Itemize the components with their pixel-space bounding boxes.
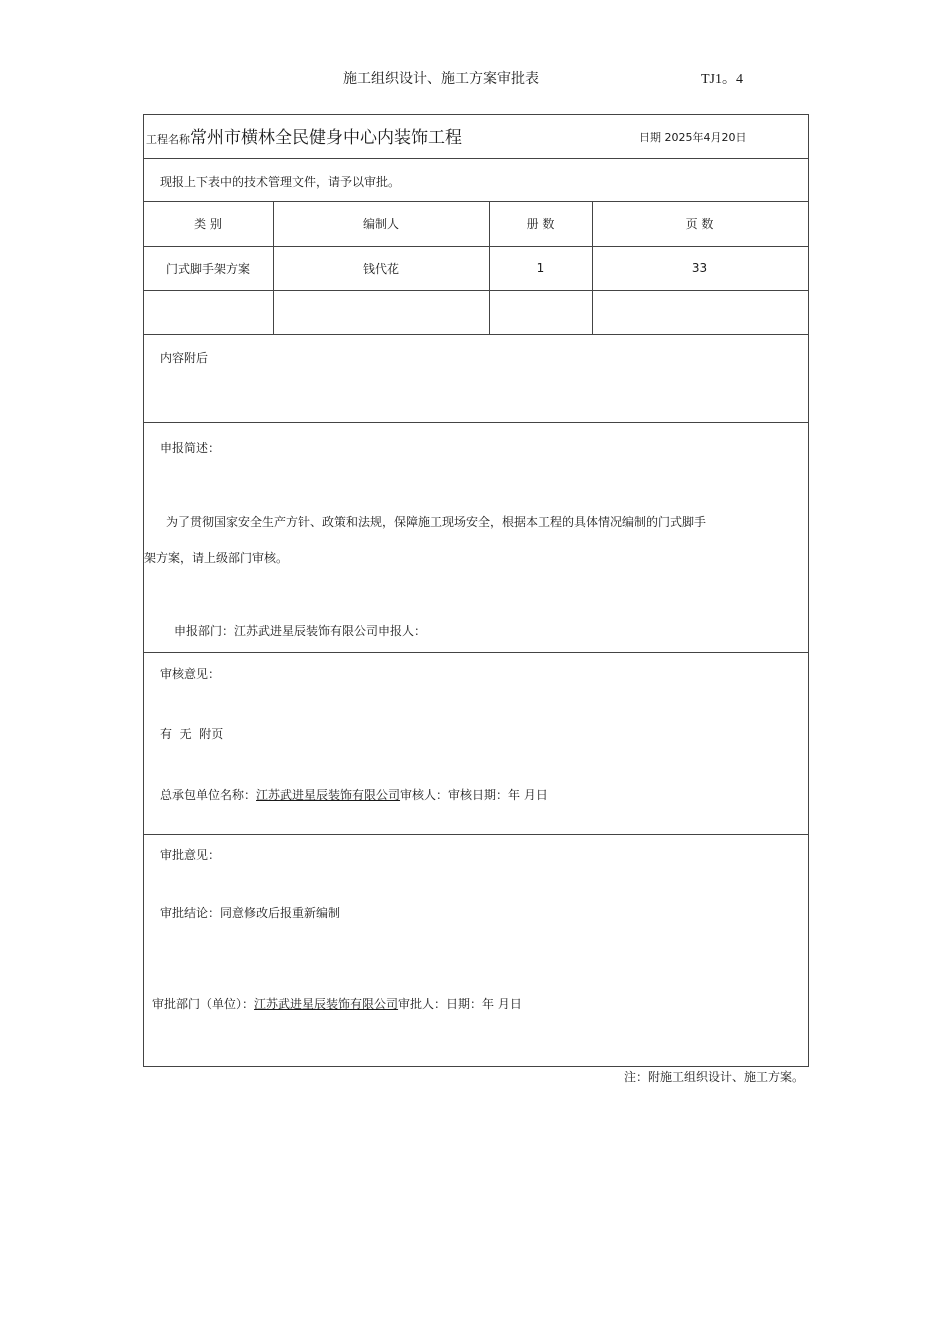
declaration-text-line2: 架方案，请上级部门审核。 [144,551,289,565]
project-name-row [146,126,462,152]
approval-dept-label: 审批部门（单位）： [152,997,255,1011]
approval-label: 审批意见： [160,848,221,862]
row-author [273,290,489,334]
contractor-label: 总承包单位名称： [160,788,257,802]
submit-statement: 现报上下表中的技术管理文件，请予以审批。 [160,175,401,189]
approver-signature-line: 审批人：日期：年 月日 [398,997,522,1011]
review-options: 有 无 附页 [160,727,224,741]
review-label: 审核意见： [160,667,221,681]
row-category [143,290,273,334]
divider [143,422,809,423]
row-pages: 33 [691,261,708,275]
form-code: TJ1。4 [701,72,743,87]
row-category: 门式脚手架方案 [165,261,250,276]
declaration-department: 申报部门：江苏武进星辰装饰有限公司申报人： [174,624,427,638]
attachment-note: 内容附后 [160,351,209,365]
document-title: 施工组织设计、施工方案审批表 [343,71,539,87]
header-category: 类 别 [194,217,222,231]
declaration-label: 申报简述： [160,441,221,455]
row-volumes [489,290,592,334]
project-name: 常州市横林全民健身中心内装饰工程 [190,128,462,148]
header-author: 编制人 [362,217,399,231]
row-author: 钱代花 [362,261,399,276]
divider [143,334,809,335]
approval-dept-name: 江苏武进星辰装饰有限公司 [254,997,399,1011]
header-pages: 页 数 [685,217,714,231]
reviewer-signature-line: 审核人：审核日期：年 月日 [400,788,548,802]
divider [143,652,809,653]
contractor-name: 江苏武进星辰装饰有限公司 [256,788,401,802]
header-volumes: 册 数 [526,217,555,231]
date-row [639,129,747,145]
row-volumes: 1 [536,261,545,275]
footnote: 注：附施工组织设计、施工方案。 [624,1070,805,1084]
approval-conclusion: 审批结论：同意修改后报重新编制 [160,906,341,920]
divider [143,834,809,835]
date-value: 2025年4月20日 [664,131,747,144]
date-label: 日期 [639,131,661,144]
project-name-label: 工程名称 [146,133,190,146]
row-pages [592,290,807,334]
divider [143,158,809,159]
review-contractor-line [160,786,548,803]
approval-department-line [152,995,522,1012]
declaration-text-line1: 为了贯彻国家安全生产方针、政策和法规，保障施工现场安全，根据本工程的具体情况编制的门式脚手 [166,515,707,529]
